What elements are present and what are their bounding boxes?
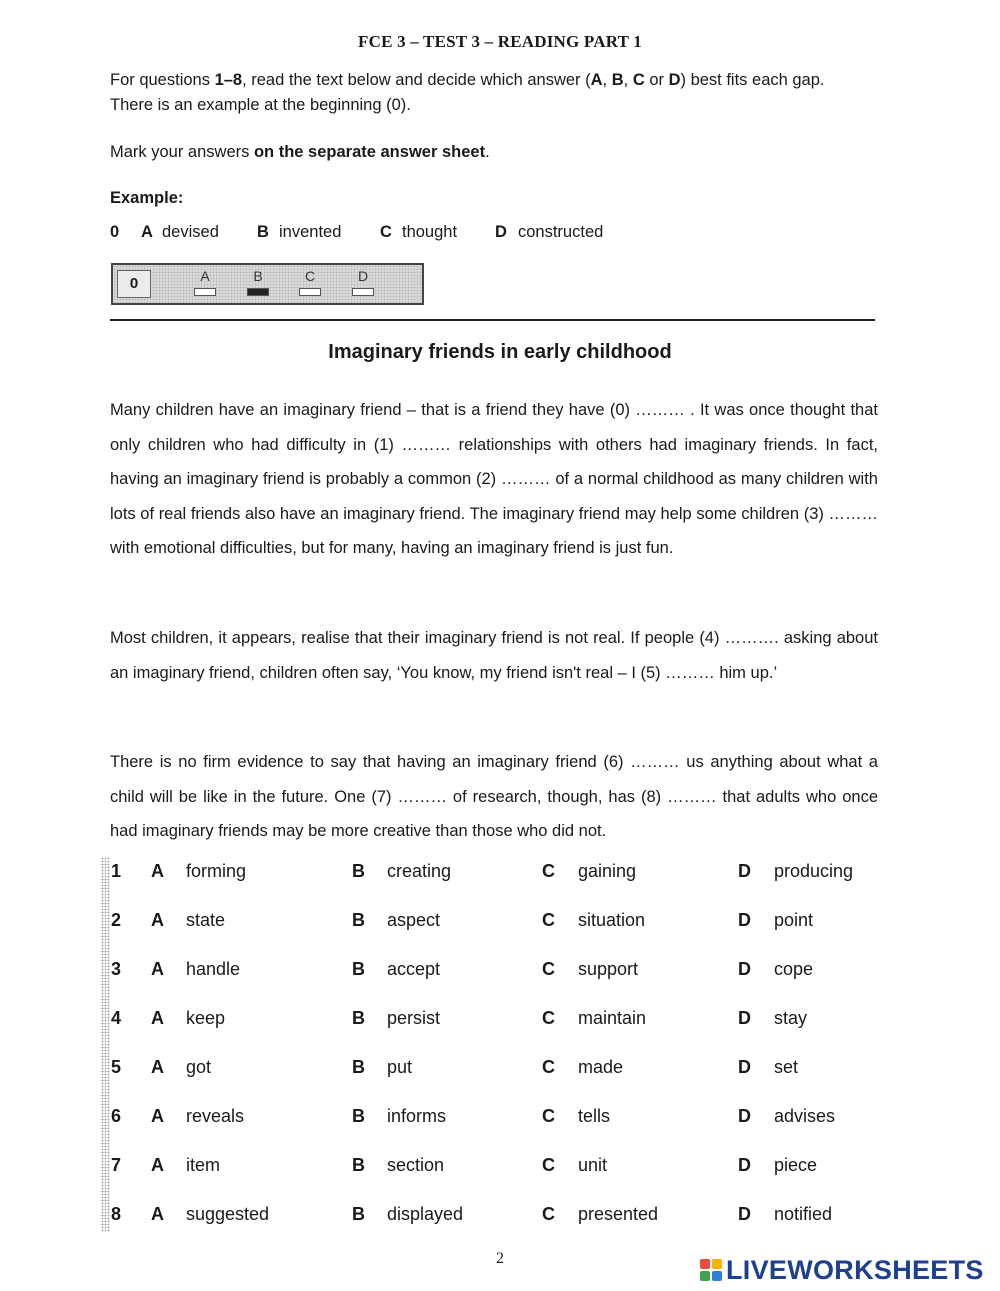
option-text-c[interactable]: unit [578,1155,608,1175]
answer-option-b: B [246,268,270,296]
option-letter-c: C [542,1008,555,1028]
option-letter-d: D [738,1204,751,1224]
article-paragraph-2: Most children, it appears, realise that their imaginary friend is not real. If people (4) ………. asking about an imaginary friend, children often say, ‘You know, my friend isn't real – I (5) ……… him up.’ [110,629,878,682]
option-text-a[interactable]: reveals [186,1106,245,1126]
option-text-a[interactable]: suggested [186,1204,270,1224]
option-text-b[interactable]: creating [387,861,452,881]
page-number: 2 [496,1250,504,1267]
option-text-b[interactable]: put [387,1057,413,1077]
answer-box-number: 0 [117,270,151,298]
option-letter-b: B [352,959,365,979]
option-text-d[interactable]: advises [774,1106,836,1126]
option-letter-d: D [738,910,751,930]
question-row [0,1106,1000,1136]
option-letter-b: B [352,861,365,881]
article-title: Imaginary friends in early childhood [328,341,672,363]
option-text-c[interactable]: situation [578,910,646,930]
option-text-d[interactable]: cope [774,959,814,979]
option-text-a[interactable]: got [186,1057,212,1077]
option-letter-c: C [542,1057,555,1077]
example-answer-box [111,263,424,305]
option-letter-d: D [738,1106,751,1126]
option-letter-d: D [738,959,751,979]
option-text-a[interactable]: keep [186,1008,226,1028]
option-letter-a: A [151,1106,164,1126]
question-row [0,1204,1000,1234]
option-letter-c: C [542,1106,555,1126]
brand-wordmark: LIVEWORKSHEETS [726,1254,984,1285]
option-letter-b: B [352,1155,365,1175]
option-text-c[interactable]: maintain [578,1008,647,1028]
question-number: 4 [111,1008,122,1028]
question-number: 5 [111,1057,122,1077]
option-text-c[interactable]: tells [578,1106,611,1126]
logo-grid-icon [700,1259,722,1281]
example-option-text: constructed [518,223,604,241]
option-text-d[interactable]: notified [774,1204,833,1224]
option-letter-c: C [542,910,555,930]
option-text-b[interactable]: accept [387,959,441,979]
option-text-b[interactable]: informs [387,1106,447,1126]
question-row [0,910,1000,940]
question-number: 3 [111,959,122,979]
option-text-a[interactable]: forming [186,861,247,881]
option-letter-c: C [542,861,555,881]
example-number: 0 [110,223,120,241]
option-letter-b: B [352,910,365,930]
option-letter-a: A [151,1155,164,1175]
option-letter-b: B [352,1204,365,1224]
article-paragraph-1: Many children have an imaginary friend – that is a friend they have (0) ……… . It was once thought that only children who had difficulty in (1) ……… relationships with others had imaginary friends. In fact, having an imaginary friend is probably a common (2) ……… of a normal childhood as many children with lots of real friends also have an imaginary friend. The imaginary friend may help some children (3) ……… with emotional difficulties, but for many, having an imaginary friend is just fun. [110,401,878,558]
option-letter-d: D [738,861,751,881]
example-option-text: devised [162,223,219,241]
answer-option-c: C [298,268,322,296]
option-letter-b: B [352,1106,365,1126]
option-text-a[interactable]: state [186,910,226,930]
example-option-text: thought [402,223,458,241]
example-option-letter: A [141,223,153,241]
example-option-letter: B [257,223,269,241]
option-letter-b: B [352,1057,365,1077]
option-letter-a: A [151,1204,164,1224]
liveworksheets-logo [700,1255,984,1285]
question-row [0,1155,1000,1185]
question-number: 6 [111,1106,122,1126]
option-text-a[interactable]: item [186,1155,221,1175]
example-option-letter: D [495,223,507,241]
option-letter-d: D [738,1057,751,1077]
option-text-a[interactable]: handle [186,959,241,979]
example-label: Example: [110,189,184,207]
section-divider [110,319,875,321]
option-text-c[interactable]: made [578,1057,624,1077]
page-title: FCE 3 – TEST 3 – READING PART 1 [358,32,642,51]
instructions-line-2: There is an example at the beginning (0). [110,96,411,114]
question-row [0,861,1000,891]
option-text-b[interactable]: persist [387,1008,441,1028]
example-option-text: invented [279,223,342,241]
article-paragraph-3: There is no firm evidence to say that having an imaginary friend (6) ……… us anything about what a child will be like in the future. One (7) ……… of research, though, has (8) ……… that adults who once had imaginary friends may be more creative than those who did not. [110,753,878,841]
option-letter-a: A [151,1008,164,1028]
option-letter-c: C [542,959,555,979]
option-letter-c: C [542,1204,555,1224]
option-letter-c: C [542,1155,555,1175]
option-text-d[interactable]: set [774,1057,799,1077]
example-option-letter: C [380,223,392,241]
option-text-b[interactable]: section [387,1155,445,1175]
selected-answer-mark [247,288,269,296]
instructions-line-1: For questions 1–8, read the text below and decide which answer (A, B, C or D) best fits each gap. [110,71,825,89]
question-number: 2 [111,910,122,930]
option-text-b[interactable]: displayed [387,1204,464,1224]
question-row [0,959,1000,989]
question-row [0,1057,1000,1087]
option-letter-d: D [738,1008,751,1028]
question-number: 1 [111,861,122,881]
option-letter-a: A [151,1057,164,1077]
option-text-b[interactable]: aspect [387,910,441,930]
option-text-d[interactable]: point [774,910,814,930]
mark-answers-instruction: Mark your answers on the separate answer sheet. [110,143,490,161]
option-text-c[interactable]: support [578,959,639,979]
option-text-d[interactable]: producing [774,861,854,881]
option-text-d[interactable]: piece [774,1155,818,1175]
option-letter-b: B [352,1008,365,1028]
option-text-c[interactable]: presented [578,1204,659,1224]
answer-option-d: D [351,268,375,296]
option-text-c[interactable]: gaining [578,861,637,881]
answer-option-a: A [193,268,217,296]
question-number: 8 [111,1204,122,1224]
question-row [0,1008,1000,1038]
question-number: 7 [111,1155,122,1175]
option-text-d[interactable]: stay [774,1008,808,1028]
option-letter-a: A [151,861,164,881]
option-letter-a: A [151,959,164,979]
option-letter-d: D [738,1155,751,1175]
option-letter-a: A [151,910,164,930]
